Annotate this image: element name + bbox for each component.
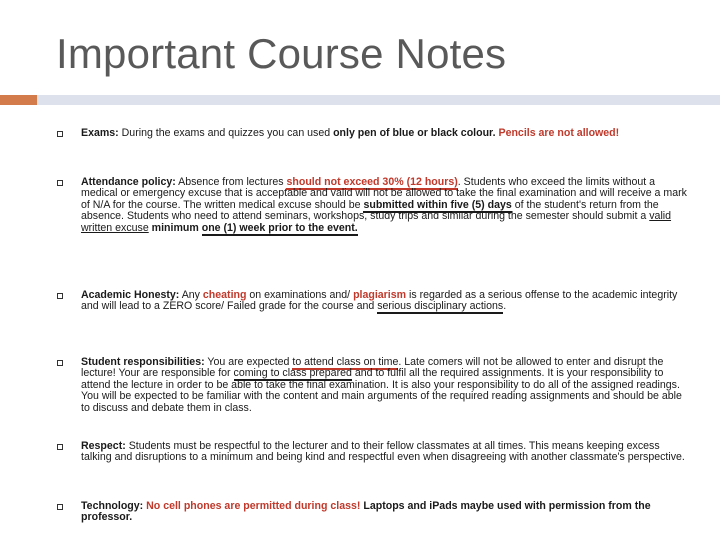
note-emphasis: plagiarism — [353, 289, 407, 301]
note-label: Academic Honesty: — [81, 289, 180, 301]
note-label: Exams: — [81, 127, 119, 139]
note-label: Technology: — [81, 500, 144, 512]
note-text: Absence from lectures — [178, 176, 287, 188]
note-emphasis: Laptops and iPads maybe used with permission from the professor. — [81, 500, 651, 524]
note-emphasis: cheating — [202, 289, 247, 301]
note-text: During the exams and quizzes you can used — [121, 127, 334, 139]
note-emphasis: submitted within five (5) days — [363, 198, 512, 211]
note-emphasis: coming to class prepared — [233, 367, 352, 380]
note-label: Attendance policy: — [81, 176, 176, 188]
note-label: Respect: — [81, 440, 126, 452]
note-attendance — [57, 177, 687, 234]
note-warning: Pencils are not allowed! — [498, 127, 620, 139]
note-warning: No cell phones are permitted during class! — [146, 500, 361, 512]
note-emphasis: serious disciplinary actions — [377, 300, 504, 313]
note-emphasis: minimum — [151, 221, 199, 234]
note-text: Students must be respectful to the lecturer and to their fellow classmates at all times. This means keeping excess talking and disruptions to a minimum and being kind and respectful even when disagreeing with another classmate's perspective. — [81, 440, 685, 464]
bullet-icon — [57, 131, 63, 137]
note-exams — [57, 128, 687, 139]
note-text: and to fulfil all the required assignments. It is your responsibility to attend the lecture in order to be able to take the final examination. It is also your responsibility to do all of the assigned readings. You will be expected to be familiar with the content and main arguments of the required reading assignments and should be able to discuss and debate them in class. — [81, 367, 682, 414]
note-text: of the student's return from the absence. Students who need to attend seminars, workshops, study trips and similar during the semester should submit a — [81, 198, 659, 223]
note-technology — [57, 501, 687, 524]
note-student-responsibilities — [57, 357, 687, 414]
note-academic-honesty — [57, 290, 687, 313]
note-text: . Late comers will not be allowed to enter and disrupt the lecture! Your are responsible for — [81, 356, 664, 380]
note-respect — [57, 441, 687, 464]
page-title: Important Course Notes — [56, 30, 507, 77]
bullet-icon — [57, 444, 63, 450]
note-text: on examinations and/ — [246, 289, 354, 301]
bullet-icon — [57, 504, 63, 510]
note-emphasis: valid written excuse — [81, 210, 672, 234]
bullet-icon — [57, 180, 63, 186]
note-emphasis: should not exceed 30% (12 hours) — [286, 176, 458, 188]
note-text: is regarded as a serious offense to the academic integrity and will lead to a ZERO score/ Failed grade for the course and — [81, 289, 678, 313]
bullet-icon — [57, 293, 63, 299]
note-text: . Students who exceed the limits without a medical or emergency excuse that is acceptable and valid will not be allowed to take the final examination and will receive a mark of N/A for the course. The written medical excuse should be — [81, 176, 687, 211]
note-emphasis: one (1) week prior to the event. — [201, 221, 358, 234]
note-text: . — [503, 300, 507, 313]
bullet-icon — [57, 360, 63, 366]
note-text: Any — [181, 289, 203, 301]
note-emphasis: to attend class on time — [292, 356, 399, 368]
note-emphasis: only pen of blue or black colour. — [333, 127, 496, 139]
note-text: You are expected — [207, 356, 293, 368]
note-label: Student responsibilities: — [81, 356, 205, 368]
